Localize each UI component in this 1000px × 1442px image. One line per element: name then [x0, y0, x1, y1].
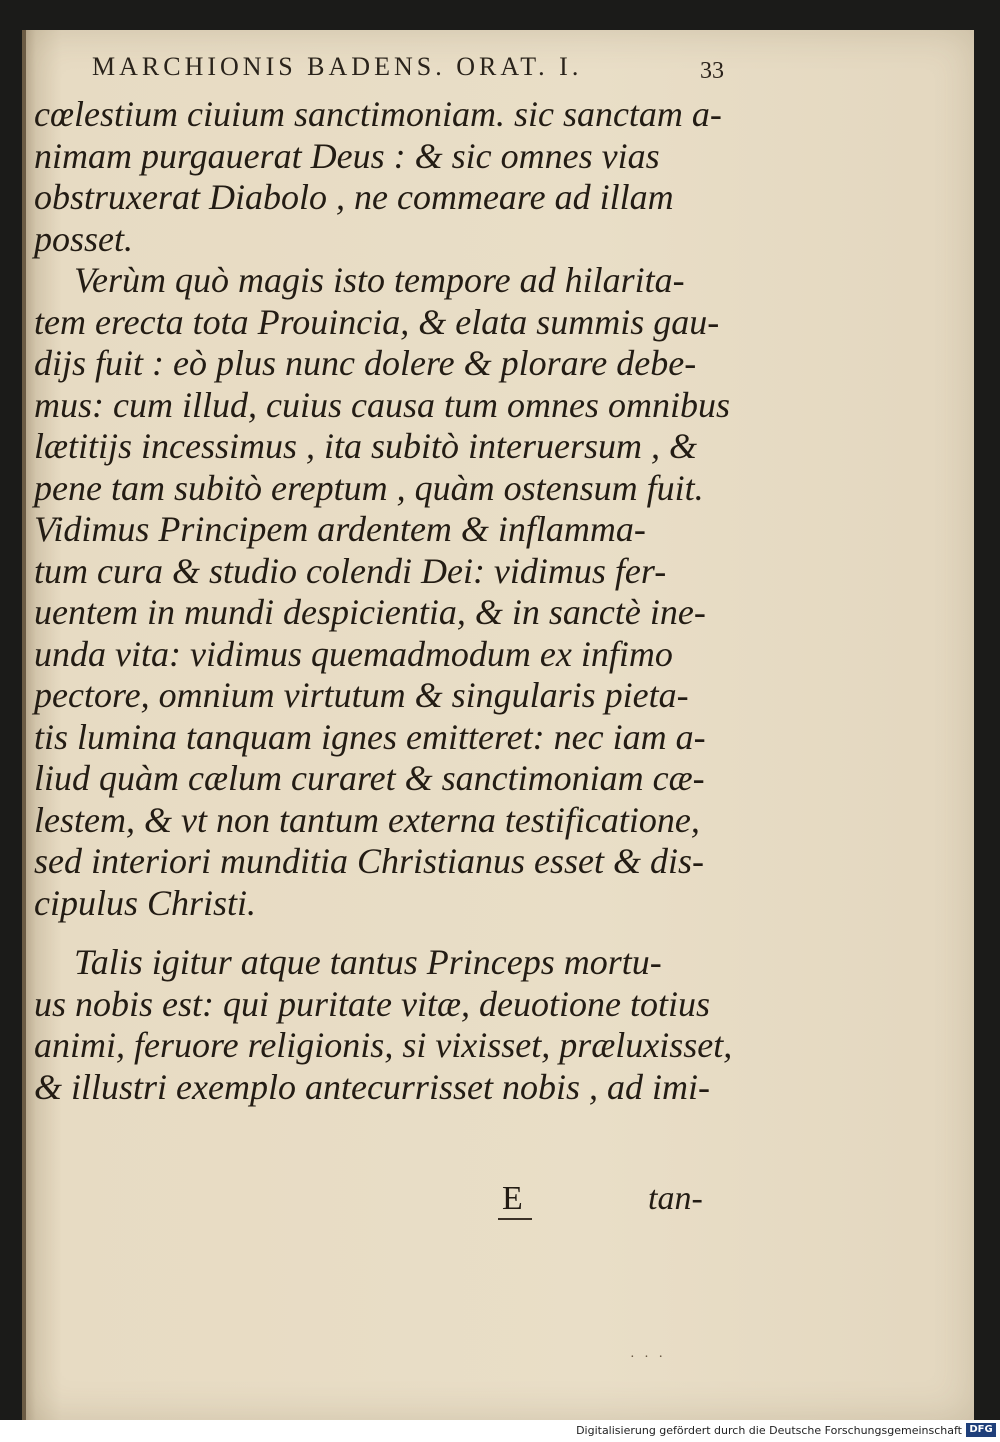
text-line: cœlestium ciuium sanctimoniam. sic sanctam a- — [34, 94, 722, 134]
text-line: liud quàm cælum curaret & sanctimoniam cæ- — [34, 758, 705, 798]
text-line: lestem, & vt non tantum externa testificatione, — [34, 799, 700, 840]
dfg-logo: DFG — [966, 1423, 996, 1437]
text-line: unda vita: vidimus quemadmodum ex infimo — [34, 633, 673, 674]
text-line: dijs fuit : eò plus nunc dolere & plorare debe- — [34, 343, 697, 383]
text-line: Verùm quò magis isto tempore ad hilarita- — [74, 260, 685, 300]
text-line: & illustri exemplo antecurrisset nobis , ad imi- — [34, 1066, 710, 1107]
text-line: uentem in mundi despicientia, & in sanctè ine- — [34, 592, 706, 632]
text-line: Vidimus Principem ardentem & inflamma- — [34, 509, 646, 549]
text-line: pene tam subitò ereptum , quàm ostensum fuit. — [34, 467, 704, 508]
text-line: lætitijs incessimus , ita subitò interuersum , & — [34, 426, 698, 466]
text-line: sed interiori munditia Christianus esset & dis- — [34, 841, 705, 881]
page-edge — [22, 30, 26, 1420]
text-line: Talis igitur atque tantus Princeps mortu- — [74, 942, 662, 982]
funding-credit: Digitalisierung gefördert durch die Deutsche Forschungsgemeinschaft — [576, 1424, 962, 1437]
text-line: cipulus Christi. — [34, 882, 257, 923]
text-line: posset. — [34, 218, 133, 259]
paper-specks: · · · — [630, 1350, 666, 1365]
text-line: pectore, omnium virtutum & singularis pieta- — [34, 675, 689, 715]
body-text — [34, 94, 734, 1108]
signature-underline — [498, 1218, 532, 1220]
text-line: mus: cum illud, cuius causa tum omnes omnibus — [34, 384, 730, 425]
signature-mark: E — [502, 1180, 523, 1217]
text-line: tum cura & studio colendi Dei: vidimus fer- — [34, 550, 667, 591]
text-line: obstruxerat Diabolo , ne commeare ad illam — [34, 177, 674, 217]
text-line: nimam purgauerat Deus : & sic omnes vias — [34, 135, 660, 176]
running-head: MARCHIONIS BADENS. ORAT. I. — [92, 52, 583, 81]
text-line: tem erecta tota Prouincia, & elata summis gau- — [34, 301, 720, 342]
catchword: tan- — [648, 1180, 703, 1217]
text-line: animi, feruore religionis, si vixisset, præluxisset, — [34, 1025, 733, 1065]
text-line: us nobis est: qui puritate vitæ, deuotione totius — [34, 983, 710, 1024]
text-line: tis lumina tanquam ignes emitteret: nec iam a- — [34, 716, 706, 757]
page-number: 33 — [700, 58, 724, 84]
